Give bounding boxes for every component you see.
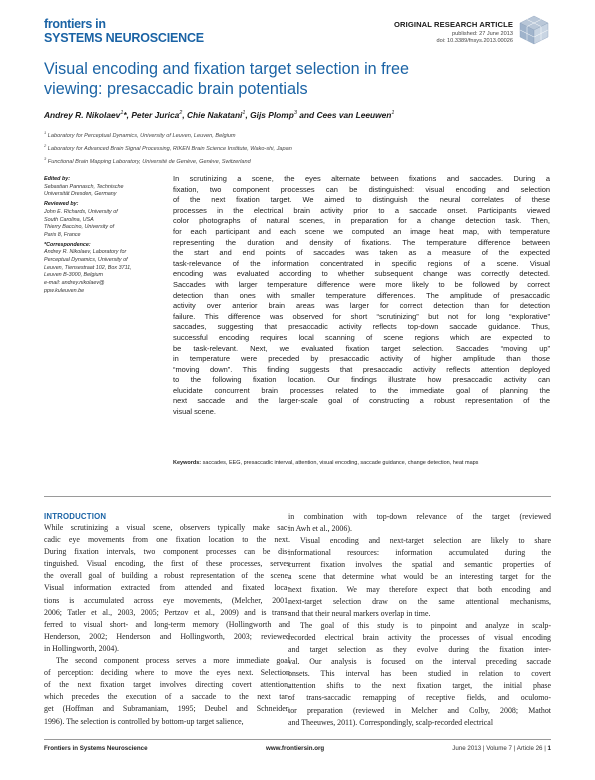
abstract-line: in temperature were preceded by presaccadic activity of higher amplitude than those [173, 354, 550, 364]
page-number: 1 [547, 745, 551, 752]
body-line: of perception: deciding where to move the eyes next. Selection [44, 668, 290, 678]
body-line: Henderson, 2002; Henderson and Hollingworth, 2003; reviewed [44, 631, 290, 641]
body-line: and target selection as they evolve during the fixation inter- [288, 645, 551, 655]
abstract-line: representing the duration and density of fixations. The temperature difference between [173, 237, 550, 247]
sidebar-line: Leuven, Tiensestraat 102, Box 3711, [44, 264, 132, 271]
body-line: The second component process serves a more immediate goal [56, 656, 290, 666]
body-line: the overall goal of building a robust representation of the scene. [44, 571, 290, 581]
abstract-line: successful encoding requires local scanning of scene regions which are expected to [173, 332, 550, 342]
body-line: in combination with top-down relevance of the target (reviewed [288, 512, 551, 521]
keywords-label: Keywords: [173, 460, 202, 466]
body-line: val. Our analysis is focused on the interval preceding saccade [288, 657, 551, 667]
body-line: of trans-saccadic remapping of receptive fields, and oculomo- [288, 693, 551, 703]
sidebar-line: Thierry Baccino, University of [44, 224, 115, 231]
sidebar-line: Leuven B-3000, Belgium [44, 272, 104, 279]
body-line: 2006; Tatler et al., 2003, 2005; Pertzov et al., 2009) and is trans- [44, 607, 290, 617]
keywords-text: saccades, EEG, presaccadic interval, attention, visual encoding, saccade guidance, change detection, heat maps [201, 460, 479, 466]
body-line: The goal of this study is to pinpoint and analyze in scalp- [300, 620, 551, 630]
author-sep: *, [123, 110, 132, 120]
abstract-line: color photographs of natural scenes, in preparation for a change detection task. Then, [173, 216, 550, 226]
abstract-line: saccades, suggesting that presaccadic activity reflects top-down saccade guidance. Thus, [173, 322, 550, 332]
email-link[interactable]: e-mail: andrey.nikolaev@ [44, 280, 105, 287]
author-affil-mark: 1 [242, 110, 246, 117]
body-line: tor preparation (reviewed in Melcher and Colby, 2008; Mathot [288, 705, 551, 715]
sidebar-line: Universität Dresden, Germany [44, 191, 117, 198]
abstract-line: be task-relevant. Next, we evaluated fixation target selection. Saccades “moving up” [173, 343, 550, 353]
body-line: next fixation. We may therefore expect that both encoding and [288, 584, 551, 594]
author-name[interactable]: Peter Jurica [131, 110, 180, 120]
article-title [44, 60, 504, 99]
author-affil-mark: 3 [293, 110, 297, 117]
journal-logo-top: frontiers in [44, 17, 106, 31]
footer-journal-name: Frontiers in Systems Neuroscience [44, 745, 148, 752]
footer-issue-info [452, 745, 551, 752]
abstract-line: detection than ones with smaller temperature differences. The amplitude of presaccadic [173, 290, 550, 300]
section-divider [44, 496, 551, 497]
abstract-line: task-relevance of the information concentrated in specific regions of a scene. Visual [173, 258, 550, 268]
body-line: which precedes the execution of a saccade to the next tar- [44, 692, 290, 702]
body-line: and that their neural markers overlap in time. [288, 608, 431, 618]
affiliation-mark: 3 [44, 155, 47, 161]
body-line: cadic eye movements from one fixation location to the next. [44, 535, 290, 545]
body-line: attention shifts to the next fixation target, the initial phase [288, 681, 551, 691]
abstract-line: the start and end points of saccades was taken as a measure of the expected [173, 248, 550, 258]
body-line: tinguished. Visual encoding, the first of these processes, serves [44, 559, 290, 569]
affiliation-mark: 2 [44, 142, 47, 148]
abstract-line: activity over anterior brain areas was larger for correct detection than for detection [173, 301, 550, 311]
author-list [44, 110, 394, 120]
editorial-sidebar [44, 176, 162, 298]
abstract-line: fixation, two component processes can be distinguished: visual encoding and selection [173, 184, 550, 194]
affiliation-text: Laboratory for Advanced Brain Signal Processing, RIKEN Brain Science Institute, Wako-shi, Japan [46, 145, 292, 152]
correspondence-label: *Correspondence: [44, 241, 91, 248]
frontiers-cube-icon [517, 14, 551, 46]
body-line: next-target selection draw on the same attentional mechanisms, [288, 596, 551, 606]
body-line: and Theeuwes, 2011). Correspondingly, scalp-recorded electrical [288, 717, 494, 727]
sidebar-line: John E. Richards, University of [44, 208, 118, 215]
abstract-line: for each participant and each scene we computed an image heat map, with temperature [173, 226, 550, 236]
body-line: Visual information extracted from attended and fixated loca- [44, 583, 290, 593]
body-line: get (Hoffman and Subramaniam, 1995; Deubel and Schneider, [44, 704, 290, 714]
body-line: During fixation intervals, two component processes can be dis- [44, 547, 290, 557]
sidebar-line: Sebastian Pannasch, Technische [44, 183, 124, 190]
abstract-line: processes in the electrical brain activity prior to a saccade onset. Participants viewed [173, 205, 550, 215]
title-line: Visual encoding and fixation target selection in free [44, 60, 410, 78]
body-line: onsets. This interval has been studied in relation to covert [288, 669, 551, 679]
footer-divider [44, 739, 551, 740]
doi: doi: 10.3389/fnsys.2013.00026 [436, 38, 513, 44]
edited-by-label: Edited by: [44, 176, 71, 182]
abstract-line: failure. This difference was observed for short “scrutinizing” but not for long “explorative” [173, 311, 550, 321]
section-heading-introduction: INTRODUCTION [44, 512, 107, 521]
edited-by-block [44, 176, 162, 199]
reviewed-by-block [44, 201, 162, 240]
affiliations [44, 128, 292, 167]
footer-website-link[interactable]: www.frontiersin.org [266, 745, 325, 752]
body-line: in Hollingworth, 2004). [44, 643, 119, 653]
author-sep: , [182, 110, 187, 120]
author-affil-mark: 1 [391, 110, 395, 117]
sidebar-line: Paris 8, France [44, 231, 81, 238]
body-line: While scrutinizing a visual scene, observers typically make sac- [44, 523, 290, 532]
sidebar-line: Perceptual Dynamics, University of [44, 257, 128, 264]
body-line: informational resources: information accumulated during the [288, 548, 551, 558]
journal-logo [44, 18, 204, 44]
body-line: ferred to visual short- and long-term memory (Hollingworth and [44, 619, 290, 629]
body-line: of the next fixation target involves directing covert attention, [44, 680, 290, 690]
body-column-right [288, 511, 551, 729]
affiliation-text: Functional Brain Mapping Laboratory, Université de Genève, Genève, Switzerland [46, 158, 251, 165]
left-column-text [44, 522, 290, 728]
abstract-line: visual scene. [173, 407, 216, 417]
affiliation [44, 141, 292, 154]
abstract-line: to the following fixation location. Our findings illustrate how presaccadic activity can [173, 375, 550, 385]
affiliation [44, 154, 292, 167]
abstract-line: In scrutinizing a scene, the eyes alternate between fixations and saccades. During a [173, 174, 550, 183]
affiliation-text: Laboratory for Perceptual Dynamics, University of Leuven, Leuven, Belgium [46, 132, 236, 139]
sidebar-line: Andrey R. Nikolaev, Laboratory for [44, 249, 127, 256]
body-line: tions is accumulated across eye movements, (Melcher, 2001, [44, 595, 290, 605]
body-line: Visual encoding and next-target selection are likely to share [300, 536, 551, 546]
reviewed-by-label: Reviewed by: [44, 201, 79, 208]
author-affil-mark: 1 [120, 110, 124, 117]
author-name[interactable]: Chie Nakatani [187, 110, 243, 120]
author-name[interactable]: Andrey R. Nikolaev [44, 110, 121, 120]
sidebar-line: South Carolina, USA [44, 216, 94, 223]
abstract-line: Saccades with larger temperature difference were more likely to be followed by correct [173, 279, 550, 289]
keywords [173, 459, 550, 467]
author-name[interactable]: Gijs Plomp [250, 110, 294, 120]
body-line: current fixation involves the spatial and semantic properties of [288, 560, 551, 570]
body-line: recorded electrical brain activity the processes of visual encoding [288, 632, 551, 642]
correspondence-block [44, 242, 162, 296]
article-type: ORIGINAL RESEARCH ARTICLE [394, 20, 513, 29]
author-sep: , [245, 110, 251, 120]
abstract-line: next saccade and the larger-scale goal of constructing a robust representation of the [173, 396, 550, 406]
abstract [173, 174, 550, 418]
affiliation [44, 128, 292, 141]
author-name[interactable]: Cees van Leeuwen [316, 110, 392, 120]
abstract-line: encoding was evaluated according to whether subsequent change was correctly detected. [173, 269, 550, 279]
abstract-line: elucidate concurrent brain processes related to the immediate goal of planning the [173, 385, 550, 395]
title-line: viewing: presaccadic brain potentials [44, 79, 308, 98]
body-line: in Awh et al., 2006). [288, 524, 352, 534]
abstract-line: of the next fixation target. We aimed to distinguish the neural correlates of these [173, 195, 550, 205]
footer-issue: June 2013 | Volume 7 | Article 26 | [452, 745, 548, 752]
journal-logo-bottom: SYSTEMS NEUROSCIENCE [44, 30, 204, 45]
body-line: a scene that determine what would be an interesting target for the [288, 572, 551, 582]
article-meta [394, 20, 513, 44]
body-line: 1996). The selection is controlled by bottom-up target salience, [44, 716, 244, 726]
author-affil-mark: 2 [179, 110, 183, 117]
published-date: published: 27 June 2013 [452, 31, 513, 37]
abstract-line: “moving down”. This finding suggests that presaccadic activity reflects attention deployed [173, 364, 550, 374]
affiliation-mark: 1 [44, 130, 47, 135]
email-link[interactable]: ppw.kuleuven.be [44, 287, 85, 294]
author-sep: and [296, 110, 317, 120]
body-column-left [44, 511, 290, 728]
